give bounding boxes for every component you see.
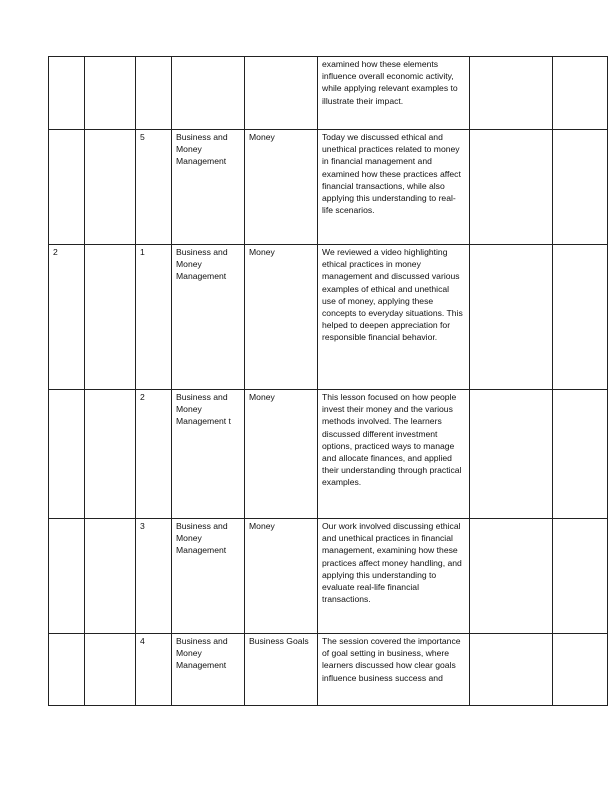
topic-cell-text: Money xyxy=(249,247,275,257)
empty-cell xyxy=(553,390,608,519)
summary-cell-text: examined how these elements influence overall economic activity, while applying relevant examples to illustrate their impact. xyxy=(322,59,458,106)
subject-cell-text: Business and Money Management t xyxy=(176,392,231,427)
topic-cell xyxy=(245,519,318,634)
topic-cell xyxy=(245,390,318,519)
table-row xyxy=(49,390,608,519)
empty-cell xyxy=(553,130,608,245)
subject-cell xyxy=(172,390,245,519)
lesson-cell-text: 4 xyxy=(140,636,145,646)
empty-cell xyxy=(553,245,608,390)
lesson-cell-text: 1 xyxy=(140,247,145,257)
empty-cell xyxy=(85,245,136,390)
empty-cell xyxy=(85,57,136,130)
topic-cell-text: Money xyxy=(249,521,275,531)
summary-cell-text: This lesson focused on how people invest their money and the various methods involved. The learners discussed different investment options, practiced ways to manage and allocate finances, and applied their understanding through practical examples. xyxy=(322,392,462,488)
summary-cell xyxy=(318,519,470,634)
empty-cell xyxy=(470,634,553,706)
subject-cell xyxy=(172,519,245,634)
lesson-cell-text: 2 xyxy=(140,392,145,402)
week-cell xyxy=(49,245,85,390)
week-cell xyxy=(49,519,85,634)
week-cell xyxy=(49,130,85,245)
summary-cell-text: The session covered the importance of goal setting in business, where learners discussed how clear goals influence business success and xyxy=(322,636,461,683)
empty-cell xyxy=(553,634,608,706)
lesson-log-table xyxy=(48,56,608,706)
lesson-cell xyxy=(136,390,172,519)
subject-cell xyxy=(172,57,245,130)
empty-cell xyxy=(553,519,608,634)
lesson-cell xyxy=(136,519,172,634)
lesson-cell xyxy=(136,245,172,390)
topic-cell-text: Business Goals xyxy=(249,636,309,646)
topic-cell xyxy=(245,130,318,245)
subject-cell-text: Business and Money Management xyxy=(176,636,228,671)
summary-cell-text: Our work involved discussing ethical and unethical practices in financial management, examining how these practices affect money handling, and applying this understanding to evaluate real-life financial transactions. xyxy=(322,521,462,605)
empty-cell xyxy=(85,130,136,245)
summary-cell xyxy=(318,245,470,390)
summary-cell xyxy=(318,57,470,130)
week-cell-text: 2 xyxy=(53,247,58,257)
topic-cell xyxy=(245,634,318,706)
table-row xyxy=(49,519,608,634)
table-row xyxy=(49,57,608,130)
week-cell xyxy=(49,390,85,519)
empty-cell xyxy=(470,130,553,245)
lesson-cell xyxy=(136,57,172,130)
empty-cell xyxy=(85,390,136,519)
empty-cell xyxy=(470,390,553,519)
empty-cell xyxy=(470,519,553,634)
week-cell xyxy=(49,57,85,130)
summary-cell-text: Today we discussed ethical and unethical practices related to money in financial management and examined how these practices affect financial transactions, while also applying this understanding to real-life scenarios. xyxy=(322,132,461,216)
table-row xyxy=(49,634,608,706)
lesson-cell xyxy=(136,130,172,245)
summary-cell-text: We reviewed a video highlighting ethical practices in money management and discussed various examples of ethical and unethical use of money, applying these concepts to everyday situations. This helped to deepen appreciation for responsible financial behavior. xyxy=(322,247,463,343)
subject-cell xyxy=(172,245,245,390)
topic-cell xyxy=(245,245,318,390)
table-row xyxy=(49,245,608,390)
empty-cell xyxy=(85,634,136,706)
empty-cell xyxy=(470,245,553,390)
topic-cell-text: Money xyxy=(249,392,275,402)
topic-cell xyxy=(245,57,318,130)
empty-cell xyxy=(553,57,608,130)
empty-cell xyxy=(85,519,136,634)
summary-cell xyxy=(318,130,470,245)
empty-cell xyxy=(470,57,553,130)
lesson-cell-text: 3 xyxy=(140,521,145,531)
lesson-cell-text: 5 xyxy=(140,132,145,142)
table-row xyxy=(49,130,608,245)
subject-cell xyxy=(172,130,245,245)
subject-cell xyxy=(172,634,245,706)
week-cell xyxy=(49,634,85,706)
lesson-cell xyxy=(136,634,172,706)
subject-cell-text: Business and Money Management xyxy=(176,132,228,167)
subject-cell-text: Business and Money Management xyxy=(176,521,228,556)
summary-cell xyxy=(318,390,470,519)
subject-cell-text: Business and Money Management xyxy=(176,247,228,282)
summary-cell xyxy=(318,634,470,706)
topic-cell-text: Money xyxy=(249,132,275,142)
